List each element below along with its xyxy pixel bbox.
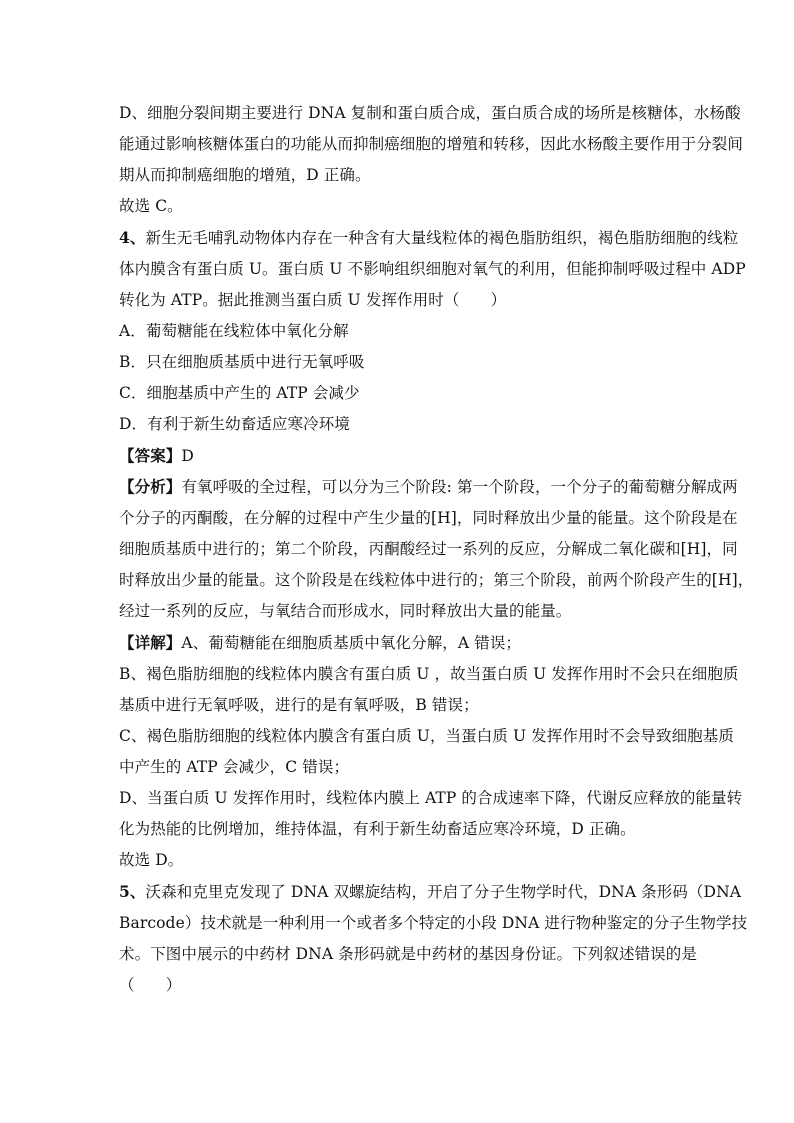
q4-stem-text-1: 新生无毛哺乳动物体内存在一种含有大量线粒体的褐色脂肪组织，褐色脂肪细胞的线粒 (145, 229, 739, 247)
q4-analysis-line-1 (119, 477, 738, 497)
q4-analysis-line-3: 细胞质基质中进行的；第二个阶段，丙酮酸经过一系列的反应，分解成二氧化碳和[H]，同 (119, 540, 738, 558)
q5-stem-line-1 (119, 882, 741, 902)
q4-option-a: A．葡萄糖能在线粒体中氧化分解 (119, 322, 349, 340)
q5-stem-text-1: 沃森和克里克发现了 DNA 双螺旋结构，开启了分子生物学时代，DNA 条形码（DNA (145, 883, 742, 901)
answer-label: 【答案】 (119, 446, 182, 465)
q4-stem-line-2: 体内膜含有蛋白质 U。蛋白质 U 不影响组织细胞对氧气的利用，但能抑制呼吸过程中 ADP (119, 260, 746, 278)
q4-conclusion: 故选 D。 (119, 851, 184, 869)
q4-detail-line-4: C、褐色脂肪细胞的线粒体内膜含有蛋白质 U，当蛋白质 U 发挥作用时不会导致细胞基质 (119, 727, 734, 745)
q5-number: 5、 (119, 882, 146, 901)
q4-stem-line-3: 转化为 ATP。据此推测当蛋白质 U 发挥作用时（ ） (119, 291, 507, 309)
q4-option-c: C．细胞基质中产生的 ATP 会减少 (119, 384, 360, 402)
q4-option-b: B．只在细胞质基质中进行无氧呼吸 (119, 353, 365, 371)
prev-detail-d-line-1: D、细胞分裂间期主要进行 DNA 复制和蛋白质合成，蛋白质合成的场所是核糖体，水杨酸 (119, 104, 741, 122)
q5-stem-line-4: （ ） (119, 976, 182, 994)
q4-stem-line-1 (119, 228, 738, 248)
q4-detail-line-6: D、当蛋白质 U 发挥作用时，线粒体内膜上 ATP 的合成速率下降，代谢反应释放的能量转 (119, 789, 743, 807)
q4-analysis-line-5: 经过一系列的反应，与氧结合而形成水，同时释放出大量的能量。 (119, 602, 572, 620)
answer-value: D (181, 447, 194, 465)
q4-detail-line-1 (119, 633, 521, 653)
analysis-label: 【分析】 (119, 477, 182, 496)
q4-analysis-line-4: 时释放出少量的能量。这个阶段是在线粒体中进行的；第三个阶段，前两个阶段产生的[H]， (119, 571, 754, 589)
detail-label: 【详解】 (119, 633, 182, 652)
q4-answer (119, 446, 194, 466)
q5-stem-line-3: 术。下图中展示的中药材 DNA 条形码就是中药材的基因身份证。下列叙述错误的是 (119, 945, 697, 963)
q4-number: 4、 (119, 228, 146, 247)
q4-detail-text-1: A、葡萄糖能在细胞质基质中氧化分解，A 错误； (181, 634, 522, 652)
q4-analysis-line-2: 个分子的丙酮酸，在分解的过程中产生少量的[H]，同时释放出少量的能量。这个阶段是在 (119, 509, 738, 527)
q5-stem-line-2: Barcode）技术就是一种利用一个或者多个特定的小段 DNA 进行物种鉴定的分子生物学技 (119, 914, 748, 932)
prev-conclusion: 故选 C。 (119, 197, 183, 215)
q4-analysis-text-1: 有氧呼吸的全过程，可以分为三个阶段: 第一个阶段，一个分子的葡萄糖分解成两 (181, 478, 738, 496)
q4-detail-line-5: 中产生的 ATP 会减少，C 错误； (119, 758, 350, 776)
q4-detail-line-2: B、褐色脂肪细胞的线粒体内膜含有蛋白质 U ，故当蛋白质 U 发挥作用时不会只在细胞质 (119, 665, 739, 683)
prev-detail-d-line-2: 能通过影响核糖体蛋白的功能从而抑制癌细胞的增殖和转移，因此水杨酸主要作用于分裂间 (119, 135, 744, 153)
q4-detail-line-7: 化为热能的比例增加，维持体温，有利于新生幼畜适应寒冷环境，D 正确。 (119, 820, 636, 838)
prev-detail-d-line-3: 期从而抑制癌细胞的增殖，D 正确。 (119, 166, 371, 184)
q4-option-d: D．有利于新生幼畜适应寒冷环境 (119, 415, 350, 433)
q4-detail-line-3: 基质中进行无氧呼吸，进行的是有氧呼吸，B 错误； (119, 696, 479, 714)
